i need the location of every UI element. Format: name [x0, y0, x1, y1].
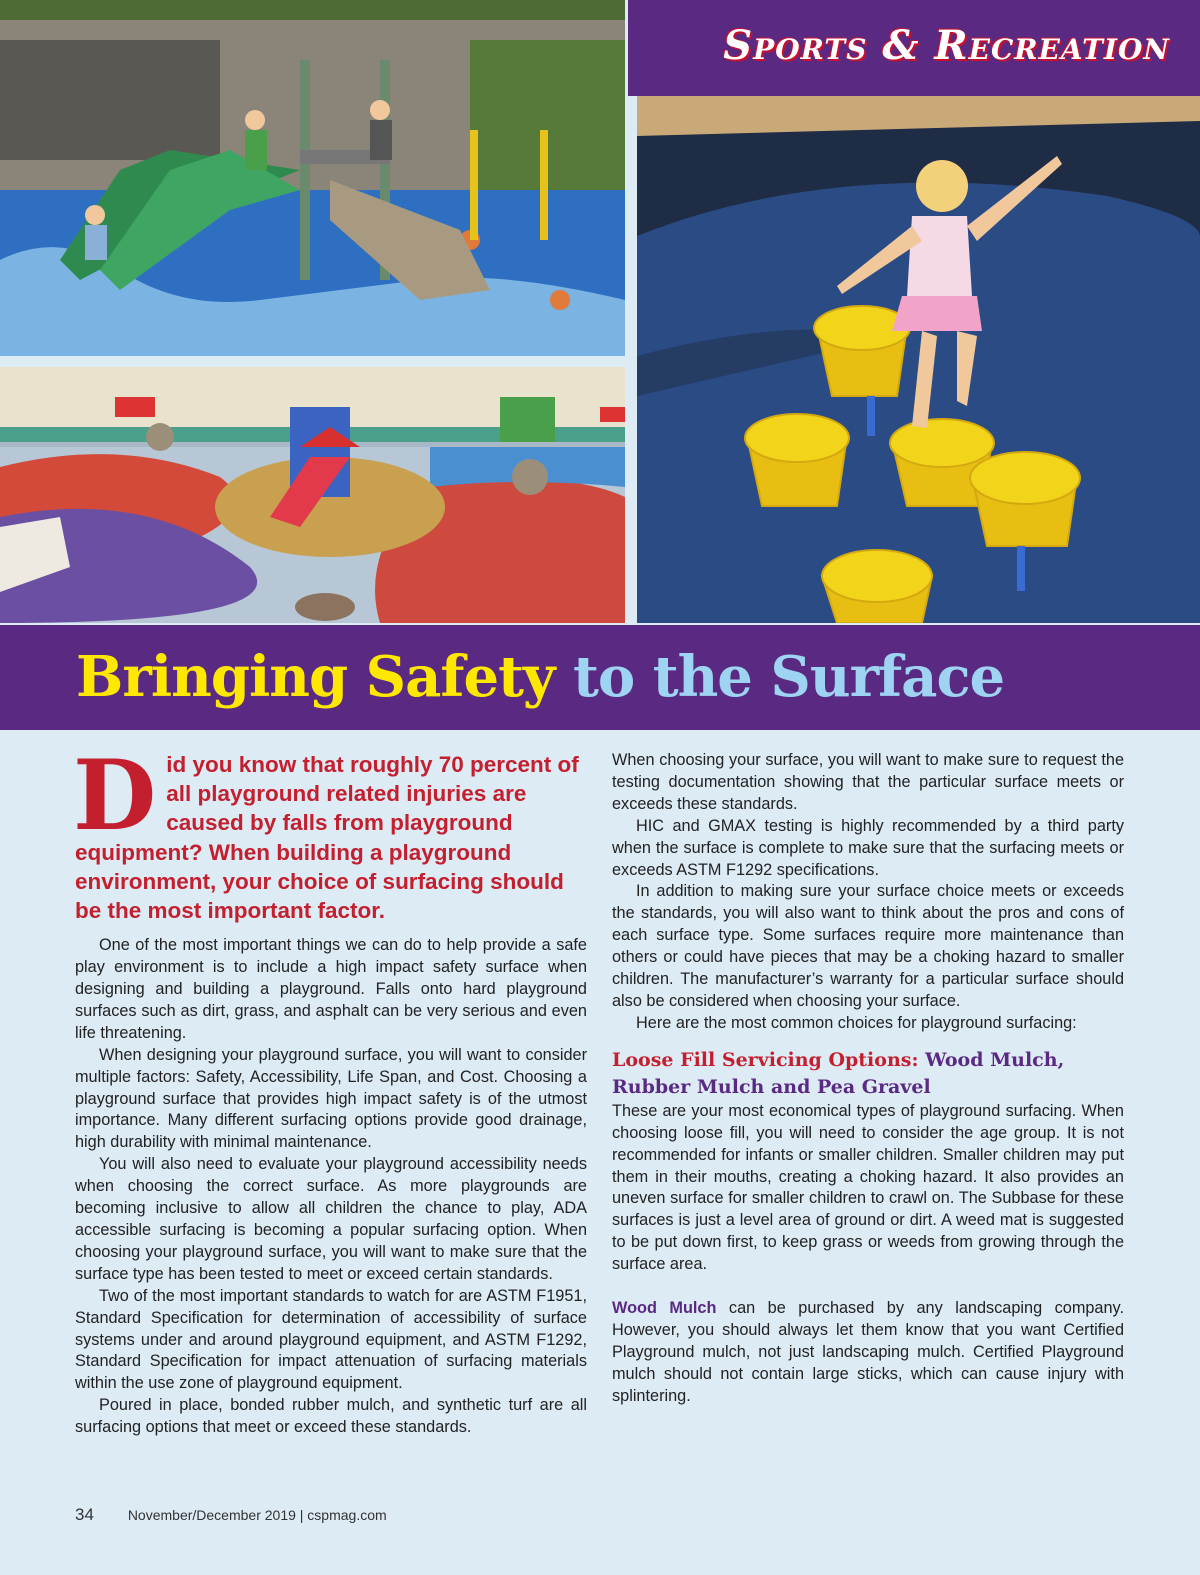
playground-slide-photo	[0, 0, 625, 356]
right-column	[612, 750, 1124, 1408]
lead-text: id you know that roughly 70 percent of all playground related injuries are caused by falls from playground equipment? When building a playground environment, your choice of surfacing should be the most important factor.	[75, 752, 579, 924]
loose-fill-subheading	[612, 1047, 1124, 1101]
issue-info: November/December 2019 | cspmag.com	[127, 1507, 387, 1523]
page-number: 34	[75, 1505, 94, 1524]
wood-mulch-paragraph	[612, 1298, 1124, 1408]
body-paragraph: Poured in place, bonded rubber mulch, and synthetic turf are all surfacing options that meet or exceed these standards.	[75, 1396, 587, 1437]
wood-mulch-term: Wood Mulch	[612, 1299, 717, 1318]
body-paragraph: Here are the most common choices for playground surfacing:	[636, 1013, 1077, 1032]
title-part-blue: to the Surface	[572, 644, 1005, 710]
indoor-playground-photo	[0, 367, 625, 623]
section-label: Sports & Recreation	[723, 22, 1170, 69]
title-part-yellow: Bringing Safety	[76, 644, 555, 710]
body-paragraph: In addition to making sure your surface choice meets or exceeds the standards, you will also want to think about the pros and cons of each surface type. Some surfaces require more maintenance than others or could have pieces that may be a choking hazard to smaller children. The manufacturer’s warranty for a particular surface should also be considered when choosing your surface.	[612, 882, 1124, 1010]
subheading-purple: Wood Mulch, Rubber Mulch and Pea Gravel	[612, 1048, 1065, 1098]
body-paragraph: When choosing your surface, you will want to make sure to request the testing documentation showing that the particular surface meets or exceeds these standards.	[612, 751, 1124, 813]
drop-cap: D	[73, 739, 157, 852]
section-banner	[628, 0, 1200, 96]
wood-mulch-text: can be purchased by any landscaping company. However, you should always let them know that you want Certified Playground mulch, not just landscaping mulch. Certified Playground mulch should not contain large sticks, which can cause injury with splintering.	[612, 1299, 1124, 1405]
article-title	[76, 639, 1004, 715]
body-paragraph: You will also need to evaluate your playground accessibility needs when choosing the correct surface. As more playgrounds are becoming inclusive to allow all children the chance to play, ADA accessible surfacing is becoming a popular surfacing option. When choosing your playground surface, you will want to make sure that the surface type has been tested to meet or exceed certain standards.	[75, 1155, 587, 1283]
body-paragraph: HIC and GMAX testing is highly recommended by a third party when the surface is complete to make sure that the surfacing meets or exceeds ASTM F1292 specifications.	[612, 816, 1124, 879]
lead-paragraph	[73, 739, 587, 925]
body-paragraph: One of the most important things we can do to help provide a safe play environment is to include a high impact safety surface when designing and building a playground. Falls onto hard playground surfaces such as dirt, grass, and asphalt can be very serious and even life threatening.	[75, 936, 587, 1042]
body-paragraph: When designing your playground surface, you will want to consider multiple factors: Safety, Accessibility, Life Span, and Cost. Choosing a playground surface that provides high impact safety is of the utmost importance. Many different surfacing options provide good drainage, high durability with minimal maintenance.	[75, 1045, 587, 1152]
page-footer	[75, 1505, 387, 1525]
body-paragraph: These are your most economical types of playground surfacing. When choosing loose fill, you will need to consider the age group. It is not recommended for infants or smaller children. Smaller children may put them in their mouths, creating a choking hazard. It also provides an uneven surface for smaller children to crawl on. The Subbase for these surfaces is just a level area of ground or dirt. A weed mat is suggested to be put down first, to keep grass or weeds from growing through the surface area.	[612, 1101, 1124, 1274]
body-paragraph: Two of the most important standards to watch for are ASTM F1951, Standard Specification for determination of accessibility of surface systems under and around playground equipment, and ASTM F1292, Standard Specification for impact attenuation of surfacing materials within the use zone of playground equipment.	[75, 1286, 587, 1393]
title-banner	[0, 625, 1200, 730]
left-column	[73, 739, 587, 1439]
subheading-red: Loose Fill Servicing Options:	[612, 1048, 919, 1071]
stepping-stones-photo	[637, 96, 1200, 623]
